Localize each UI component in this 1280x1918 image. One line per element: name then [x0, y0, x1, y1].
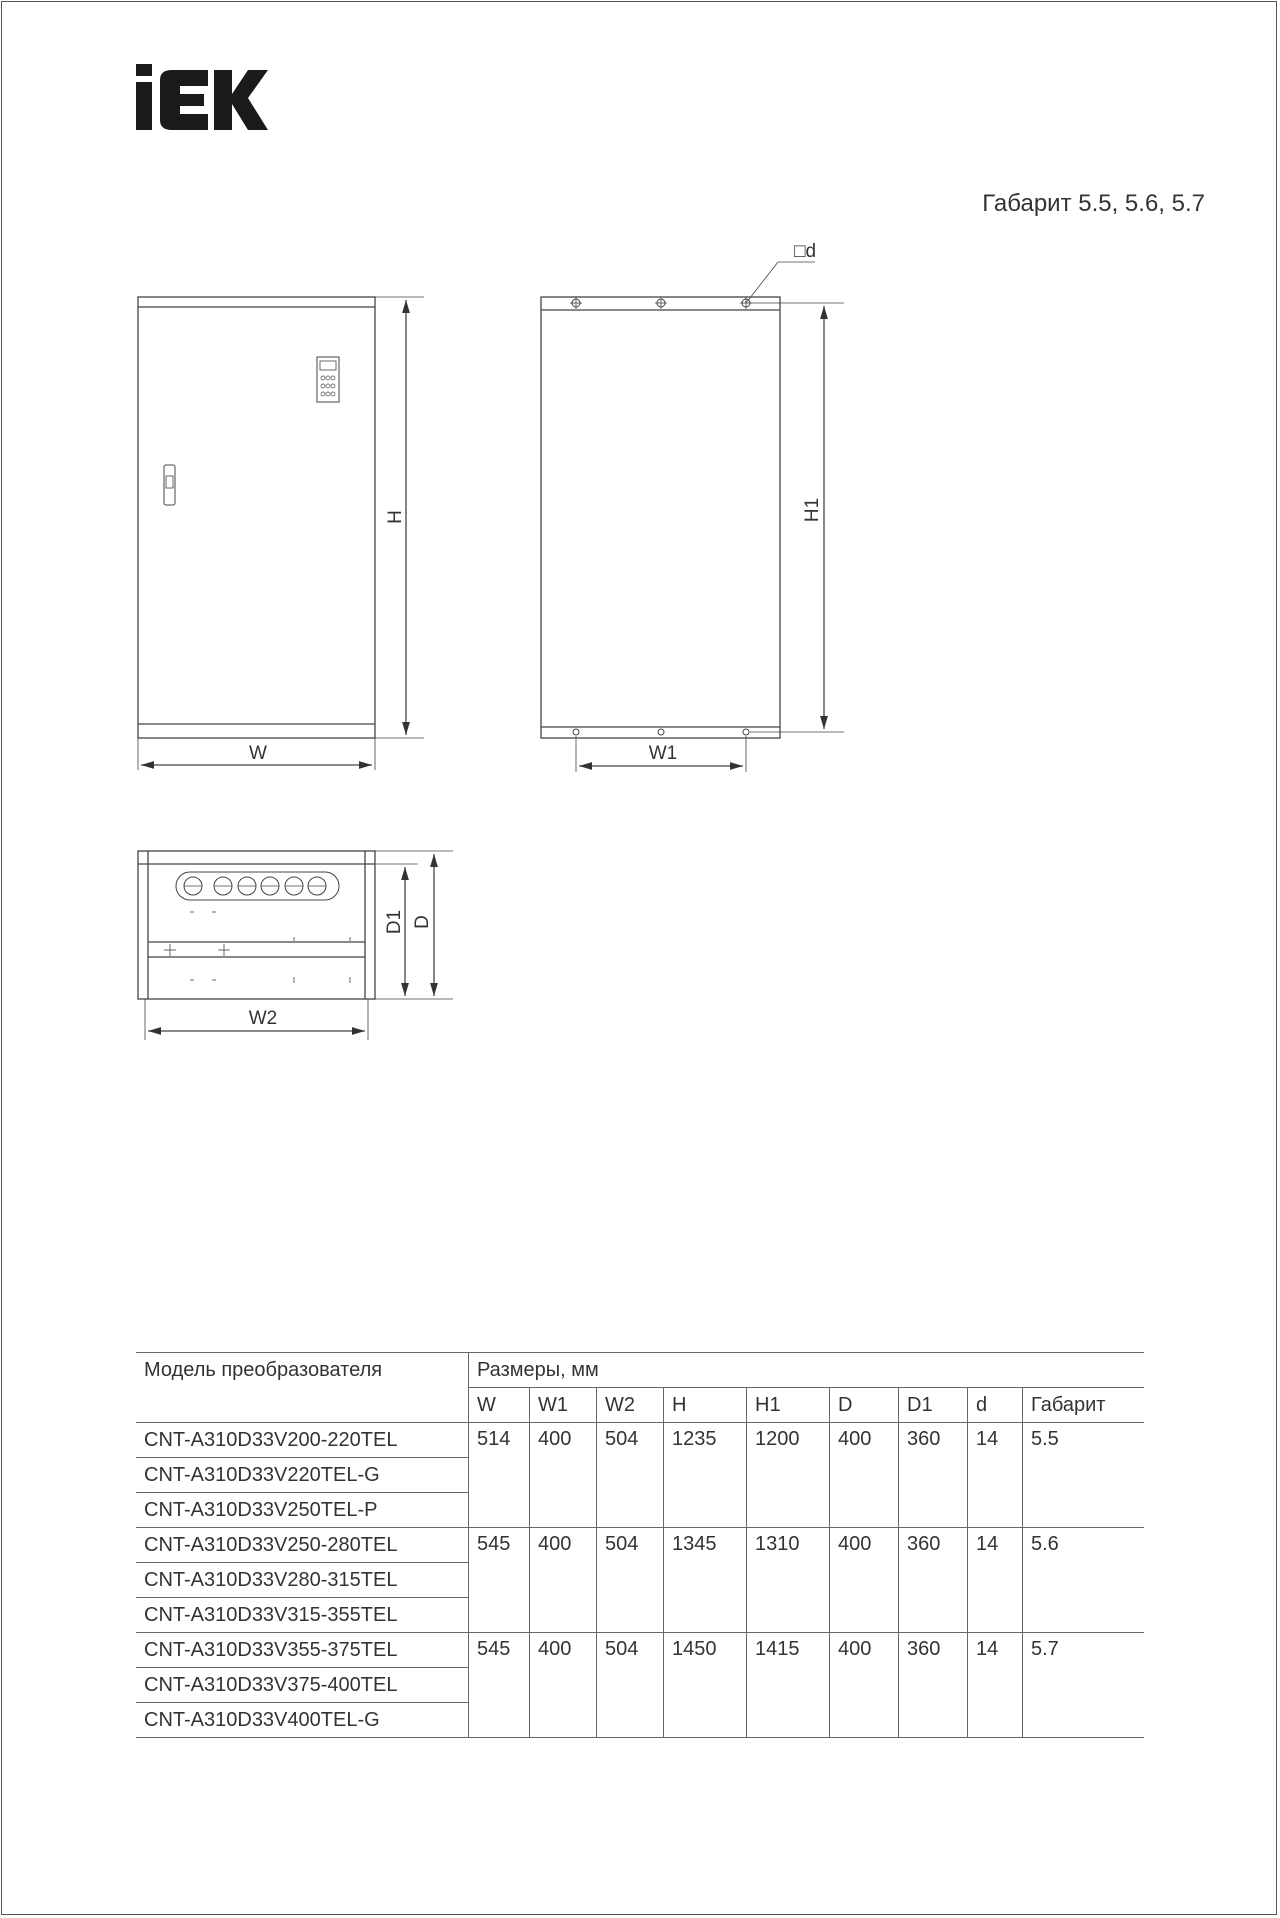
- model-cell: CNT-A310D33V250TEL-P: [136, 1493, 469, 1528]
- model-cell: CNT-A310D33V280-315TEL: [136, 1563, 469, 1598]
- label-W2: W2: [248, 1008, 278, 1029]
- top-view: [138, 851, 453, 1040]
- value-D: 400: [830, 1528, 899, 1633]
- col-size: Габарит: [1023, 1388, 1145, 1423]
- col-H1: H1: [747, 1388, 830, 1423]
- col-d: d: [968, 1388, 1023, 1423]
- table-row: [136, 1633, 1144, 1668]
- model-cell: CNT-A310D33V250-280TEL: [136, 1528, 469, 1563]
- col-W1: W1: [530, 1388, 597, 1423]
- model-cell: CNT-A310D33V355-375TEL: [136, 1633, 469, 1668]
- value-W: 545: [469, 1633, 530, 1738]
- size-title: Габарит 5.5, 5.6, 5.7: [982, 190, 1205, 217]
- dimensions-table: [136, 1352, 1144, 1738]
- col-D: D: [830, 1388, 899, 1423]
- value-D1: 360: [899, 1633, 968, 1738]
- value-W2: 504: [597, 1423, 664, 1528]
- front-view: [138, 297, 424, 770]
- value-D1: 360: [899, 1423, 968, 1528]
- dims-header: Размеры, мм: [469, 1353, 1145, 1388]
- value-H1: 1310: [747, 1528, 830, 1633]
- table-header-row: [136, 1353, 1144, 1388]
- value-D: 400: [830, 1423, 899, 1528]
- value-H1: 1200: [747, 1423, 830, 1528]
- col-D1: D1: [899, 1388, 968, 1423]
- value-d: 14: [968, 1528, 1023, 1633]
- value-size: 5.7: [1023, 1633, 1145, 1738]
- label-H1: H1: [802, 497, 823, 523]
- rear-view: [541, 262, 844, 772]
- value-d: 14: [968, 1633, 1023, 1738]
- label-D1: D1: [384, 909, 405, 935]
- table-row: [136, 1528, 1144, 1563]
- value-W1: 400: [530, 1423, 597, 1528]
- value-D1: 360: [899, 1528, 968, 1633]
- label-W1: W1: [648, 743, 678, 764]
- label-D: D: [412, 915, 433, 929]
- value-W2: 504: [597, 1528, 664, 1633]
- model-header: Модель преобразователя: [136, 1353, 469, 1423]
- model-cell: CNT-A310D33V200-220TEL: [136, 1423, 469, 1458]
- table-row: [136, 1423, 1144, 1458]
- col-W2: W2: [597, 1388, 664, 1423]
- col-H: H: [664, 1388, 747, 1423]
- model-cell: CNT-A310D33V315-355TEL: [136, 1598, 469, 1633]
- label-hole-d: □d: [794, 241, 817, 262]
- value-size: 5.5: [1023, 1423, 1145, 1528]
- value-W: 545: [469, 1528, 530, 1633]
- model-cell: CNT-A310D33V400TEL-G: [136, 1703, 469, 1738]
- value-W1: 400: [530, 1633, 597, 1738]
- model-cell: CNT-A310D33V375-400TEL: [136, 1668, 469, 1703]
- model-cell: CNT-A310D33V220TEL-G: [136, 1458, 469, 1493]
- value-W2: 504: [597, 1633, 664, 1738]
- value-H: 1235: [664, 1423, 747, 1528]
- value-d: 14: [968, 1423, 1023, 1528]
- value-D: 400: [830, 1633, 899, 1738]
- value-H: 1450: [664, 1633, 747, 1738]
- value-W: 514: [469, 1423, 530, 1528]
- value-W1: 400: [530, 1528, 597, 1633]
- label-W: W: [249, 743, 267, 764]
- value-H: 1345: [664, 1528, 747, 1633]
- value-H1: 1415: [747, 1633, 830, 1738]
- value-size: 5.6: [1023, 1528, 1145, 1633]
- col-W: W: [469, 1388, 530, 1423]
- label-H: H: [385, 510, 406, 524]
